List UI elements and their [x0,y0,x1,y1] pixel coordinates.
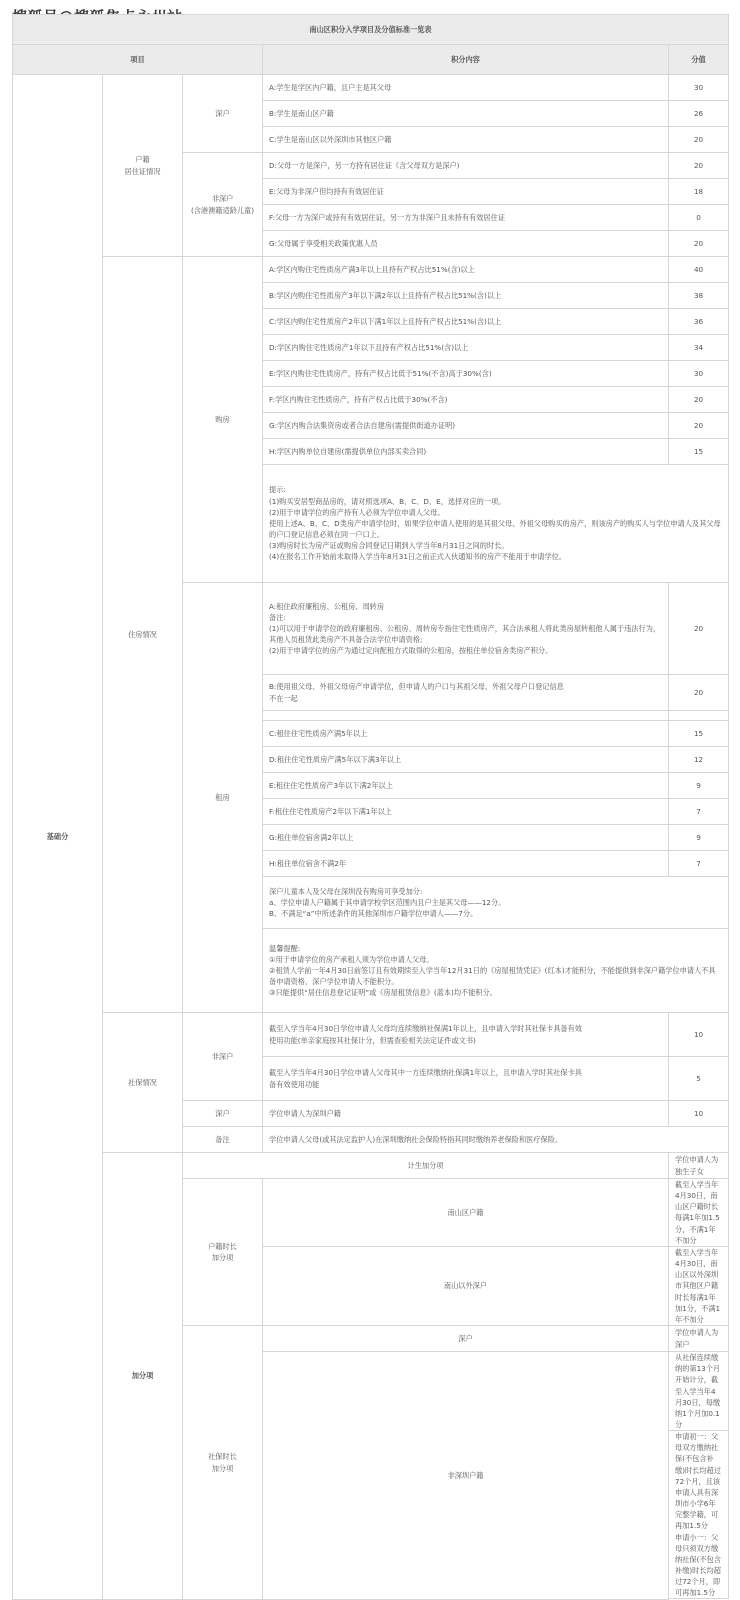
row-content: H:租住单位宿舍不满2年 [263,851,669,877]
row-content: D:父母一方是深户，另一方持有居住证《含父母双方是深户) [263,153,669,179]
row-content: 学位申请人父母(或其法定监护人)在深圳缴纳社会保险特指其同时缴纳养老保险和医疗保险。 [263,1127,729,1153]
row-content: G:租住单位宿舍满2年以上 [263,825,669,851]
rent-b-content: B:使用祖父母、外祖父母房产申请学位，但申请人的户口与其祖父母、外祖父母户口登记信息 不在一起 [263,675,669,711]
row-score: 7 [669,851,729,877]
hukou-fei-shenhu-label: 非深户 (含港澳籍适龄儿童) [183,153,263,257]
row-score: 20 [669,675,729,711]
row-content: E:父母为非深户但均持有有效居住证 [263,179,669,205]
table-row [13,257,729,283]
row-score: 0 [669,205,729,231]
row-content: B:学区内购住宅性质房产3年以下满2年以上且持有产权占比51%(含)以上 [263,283,669,309]
row-content: F:父母一方为深户或持有有效居住证，另一方为非深户且未持有有效居住证 [263,205,669,231]
row-content: 学位申请人为深圳户籍 [263,1101,669,1127]
hk-row-label: 南山以外深户 [263,1246,669,1325]
row-content: 学位申请人为独生子女 [669,1153,729,1179]
row-content: 截至入学当年4月30日学位申请人父母其中一方连续缴纳社保满1年以上，且申请入学时其社保卡具 备有效使用功能 [263,1057,669,1101]
row-score: 20 [669,583,729,675]
row-content: G:父母属于享受相关政策优惠人员 [263,231,669,257]
bonus-label: 加分项 [103,1153,183,1600]
header-score: 分值 [669,45,729,75]
row-content: A:学生是学区内户籍，且户主是其父母 [263,75,669,101]
row-score: 9 [669,825,729,851]
social-fei-label: 非深户 [183,1013,263,1101]
header-row [13,45,729,75]
row-score: 20 [669,231,729,257]
buy-notes: 提示: (1)购买安居型商品房的，请对照选项A、B、C、D、E，选择对应的一项。 (2)用于申请学位的房产持有人必须为学位申请人父母。 使用上述A、B、C、D类房产申请学位时，如果学位申请人使用的是其祖父母、外祖父母购买的房产，则该房产的购买人与学位申请人及其父母的户口登记信息必须在同一户口上。 (3)购房时长为房产证或购房合同登记日期到入学当年8月31日之间的时长。 (4)在报名工作开始前未取得入学当年8月31日之前正式入伙通知书的房产不能用于申请学位。 [263,465,729,583]
row-content: 截至入学当年4月30日，南山区以外深圳市其他区户籍时长每满1年加1分，不满1年不加分 [669,1246,729,1325]
row-content: D:学区内购住宅性质房产1年以下且持有产权占比51%(含)以上 [263,335,669,361]
row-content: 从社保连续缴纳的第13个月开始计分，截至入学当年4月30日，每缴纳1个月加0.1分 [669,1352,729,1431]
row-content: 学位申请人为深户 [669,1326,729,1352]
ss-shen-label: 深户 [263,1326,669,1352]
table-row [13,1153,729,1179]
row-score: 20 [669,153,729,179]
hukou-label: 户籍 居住证情况 [103,75,183,257]
row-content: F:学区内购住宅性质房产，持有产权占比低于30%(不含) [263,387,669,413]
row-content: F:租住住宅性质房产2年以下满1年以上 [263,799,669,825]
row-score: 12 [669,747,729,773]
row-content: C:租住住宅性质房产满5年以上 [263,721,669,747]
rent-a-content: A:租住政府廉租房、公租房、周转房 备注: (1)可以用于申请学位的政府廉租房、公租房、周转房专指住宅性质房产，其合法承租人将此类房屋转租他人属于违法行为，其他人员租赁此类房产不具备合法学位申请资格; (2)用于申请学位的房产为通过定向配租方式取得的公租房，按租住单位宿舍类房产积分。 [263,583,669,675]
row-content: E:租住住宅性质房产3年以下满2年以上 [263,773,669,799]
title-row [13,15,729,45]
housing-label: 住房情况 [103,257,183,1013]
row-content: C:学生是南山区以外深圳市其他区户籍 [263,127,669,153]
table-row [13,75,729,101]
row-score: 20 [669,127,729,153]
row-content: B:学生是南山区户籍 [263,101,669,127]
social-label: 社保情况 [103,1013,183,1153]
base-score-label: 基础分 [13,75,103,1600]
row-score: 26 [669,101,729,127]
row-score: 18 [669,179,729,205]
row-content: A:学区内购住宅性质房产满3年以上且持有产权占比51%(含)以上 [263,257,669,283]
row-score: 10 [669,1101,729,1127]
row-content: 截至入学当年4月30日，南山区户籍时长每满1年加1.5分，不满1年不加分 [669,1179,729,1247]
table-row [13,1013,729,1057]
rent-label: 租房 [183,583,263,1013]
header-item: 项目 [13,45,263,75]
buy-label: 购房 [183,257,263,583]
family-label: 计生加分项 [183,1153,669,1179]
table-title: 南山区积分入学项目及分值标准一览表 [13,15,729,45]
row-score: 9 [669,773,729,799]
hk-duration-label: 户籍时长 加分项 [183,1179,263,1326]
row-score: 34 [669,335,729,361]
row-score: 5 [669,1057,729,1101]
social-shen-label: 深户 [183,1101,263,1127]
social-note-label: 备注 [183,1127,263,1153]
row-score: 30 [669,361,729,387]
row-score: 30 [669,75,729,101]
row-score: 36 [669,309,729,335]
row-content: E:学区内购住宅性质房产，持有产权占比低于51%(不含)高于30%(含) [263,361,669,387]
score-table [12,14,729,1600]
ss-fei-label: 非深圳户籍 [263,1352,669,1600]
row-content: C:学区内购住宅性质房产2年以下满1年以上且持有产权占比51%(含)以上 [263,309,669,335]
rent-note-2: 温馨提醒: ①用于申请学位的房产承租人须为学位申请人父母。 ②租赁人学前一年4月30日前签订且有效期续至入学当年12月31日的《房屋租赁凭证》(红本)才能积分，不能提供到非深户籍学位申请人不具备申请资格，深户学位申请人不能积分。 ③只能提供“居住信息登记证明”或《房屋租赁信息》(蓝本)均不能积分。 [263,929,729,1013]
row-score: 15 [669,721,729,747]
hk-row-label: 南山区户籍 [263,1179,669,1247]
row-score: 20 [669,387,729,413]
row-score: 40 [669,257,729,283]
rent-note-1: 深户儿童本人及父母在深圳没有购房可享受加分: a、学位申请人户籍属于其申请学校学区范围内且户主是其父母——12分。 B、不满足“a”中所述条件的其他深圳市户籍学位申请人——7分。 [263,877,729,929]
row-content: H:学区内购单位自建房(需提供单位内部买卖合同) [263,439,669,465]
row-content: D:租住住宅性质房产满5年以下满3年以上 [263,747,669,773]
row-content: 申请初一：父母双方缴纳社保(不包含补缴)时长均超过72个月，且该申请人具有深圳市小学6年 完整学籍，可再加1.5分 申请小一：父母只须双方缴纳社保(不包含补缴)时长均超过72个月，即可再加1.5分 [669,1431,729,1599]
row-score: 15 [669,439,729,465]
hukou-shenhu-label: 深户 [183,75,263,153]
row-content: G:学区内购合法集资房或者合法自建房(需提供街道办证明) [263,413,669,439]
ss-duration-label: 社保时长 加分项 [183,1326,263,1600]
row-score: 7 [669,799,729,825]
row-score: 20 [669,413,729,439]
row-score: 10 [669,1013,729,1057]
row-score: 38 [669,283,729,309]
row-content: 截至入学当年4月30日学位申请人父母均连续缴纳社保满1年以上，且申请入学时其社保卡具备有效 使用功能(单亲家庭按其社保计分，但需查验相关法定证件或文书) [263,1013,669,1057]
header-content: 积分内容 [263,45,669,75]
